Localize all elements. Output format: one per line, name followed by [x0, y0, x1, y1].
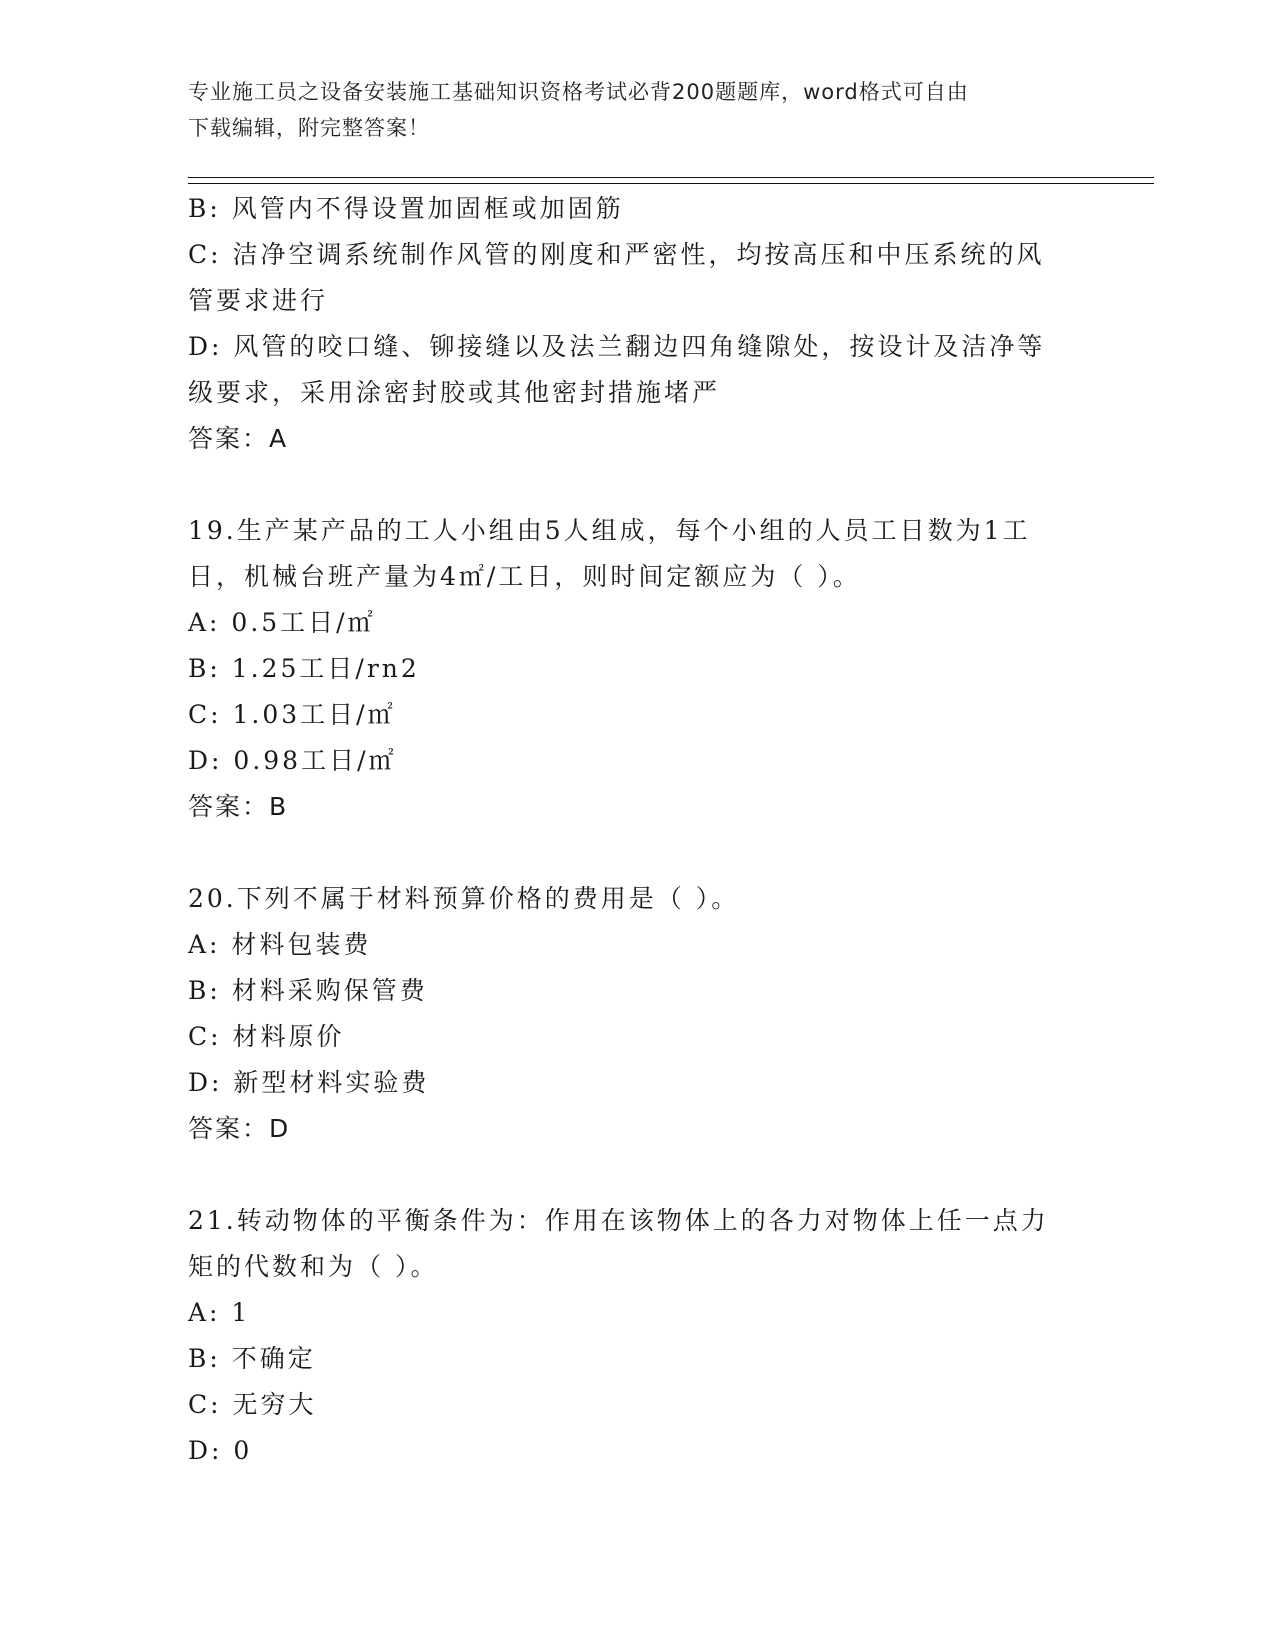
option-a: A: 0.5工日/㎡ — [188, 608, 376, 637]
header-line-1: 专业施工员之设备安装施工基础知识资格考试必背200题题库，word格式可自由 — [188, 80, 969, 104]
option-b: B: 1.25工日/rn2 — [188, 654, 420, 683]
document-header — [188, 74, 1088, 146]
option-d: D: 新型材料实验费 — [188, 1068, 430, 1097]
question-stem-line-1: 20.下列不属于材料预算价格的费用是（ ）。 — [188, 884, 740, 913]
question-18-tail — [188, 186, 1088, 462]
header-divider-bottom — [188, 183, 1154, 184]
option-b: B: 不确定 — [188, 1344, 316, 1373]
option-c: C: 1.03工日/㎡ — [188, 700, 396, 729]
question-stem-line-2: 日，机械台班产量为4㎡/工日，则时间定额应为（ ）。 — [188, 562, 861, 591]
question-stem-line-1: 19.生产某产品的工人小组由5人组成，每个小组的人员工日数为1工 — [188, 516, 1031, 545]
option-b: B: 材料采购保管费 — [188, 976, 428, 1005]
option-a: A: 材料包装费 — [188, 930, 372, 959]
option-d-line-2: 级要求，采用涂密封胶或其他密封措施堵严 — [188, 378, 721, 407]
option-c: C: 材料原价 — [188, 1022, 345, 1051]
answer: 答案：B — [188, 792, 289, 821]
option-c-line-1: C: 洁净空调系统制作风管的刚度和严密性，均按高压和中压系统的风 — [188, 240, 1045, 269]
option-a: A: 1 — [188, 1298, 251, 1327]
question-20 — [188, 876, 1088, 1152]
option-c-line-2: 管要求进行 — [188, 286, 329, 315]
answer: 答案：A — [188, 424, 289, 453]
option-d-line-1: D: 风管的咬口缝、铆接缝以及法兰翻边四角缝隙处，按设计及洁净等 — [188, 332, 1046, 361]
option-b: B: 风管内不得设置加固框或加固筋 — [188, 194, 624, 223]
option-d: D: 0.98工日/㎡ — [188, 746, 397, 775]
question-list — [188, 186, 1088, 1474]
question-stem-line-1: 21.转动物体的平衡条件为：作用在该物体上的各力对物体上任一点力 — [188, 1206, 1049, 1235]
header-line-2: 下载编辑，附完整答案！ — [188, 116, 430, 140]
question-stem-line-2: 矩的代数和为（ ）。 — [188, 1252, 439, 1281]
answer: 答案：D — [188, 1114, 291, 1143]
option-d: D: 0 — [188, 1436, 253, 1465]
question-19 — [188, 508, 1088, 830]
question-21 — [188, 1198, 1088, 1474]
option-c: C: 无穷大 — [188, 1390, 317, 1419]
header-divider-top — [188, 177, 1154, 178]
